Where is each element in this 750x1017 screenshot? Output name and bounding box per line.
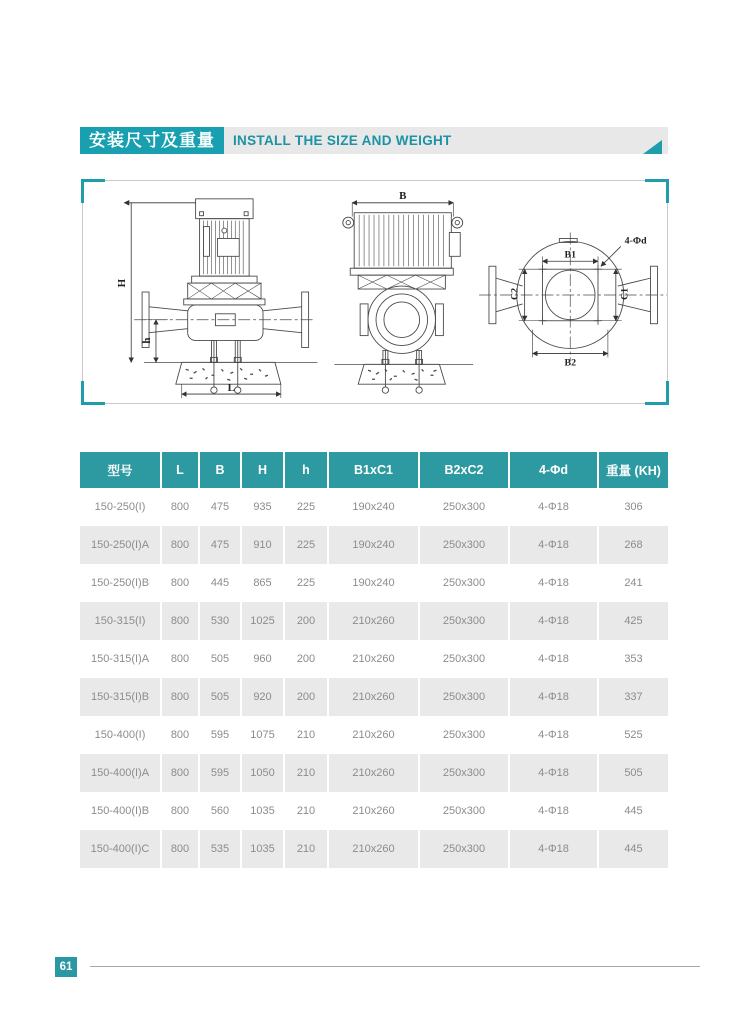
cell-h: 225 [283,526,327,564]
table-row [80,754,668,792]
cell-bolt: 4-Φ18 [508,678,597,716]
cell-model: 150-315(I) [94,615,146,627]
table-row [80,830,668,868]
cell-L: 800 [160,792,198,830]
cell-b2c2: 250x300 [418,792,508,830]
section-title-chinese: 安装尺寸及重量 [80,127,224,154]
cell-model: 150-315(I)A [90,653,150,665]
side-view-drawing [334,203,473,393]
cell-weight: 425 [597,602,668,640]
cell-bolt: 4-Φ18 [508,830,597,868]
cell-b1c1: 210x260 [327,640,418,678]
dim-label-h: h [141,337,154,344]
cell-L: 800 [160,640,198,678]
cell-b2c2: 250x300 [418,830,508,868]
cell-model: 150-400(I)C [90,843,150,855]
cell-weight: 445 [597,792,668,830]
cell-b1c1: 190x240 [327,526,418,564]
cell-model: 150-400(I)A [90,767,150,779]
cell-b2c2: 250x300 [418,564,508,602]
cell-h: 200 [283,678,327,716]
cell-weight: 306 [597,488,668,526]
cell-h: 200 [283,602,327,640]
cell-H: 1050 [240,754,283,792]
dim-label-B: B [399,189,407,202]
section-title-english: INSTALL THE SIZE AND WEIGHT [233,133,452,148]
cell-H: 910 [240,526,283,564]
cell-B: 475 [198,526,240,564]
cell-weight: 337 [597,678,668,716]
cell-b2c2: 250x300 [418,754,508,792]
cell-bolt: 4-Φ18 [508,564,597,602]
cell-H: 1025 [240,602,283,640]
cell-weight: 525 [597,716,668,754]
cell-model: 150-400(I)B [90,805,150,817]
cell-b2c2: 250x300 [418,678,508,716]
cell-B: 505 [198,678,240,716]
cell-B: 595 [198,716,240,754]
cell-b2c2: 250x300 [418,716,508,754]
section-title-strip [224,127,668,154]
cell-b1c1: 210x260 [327,830,418,868]
cell-bolt: 4-Φ18 [508,754,597,792]
triangle-accent-icon [643,140,662,154]
col-header-h: h [283,452,327,488]
cell-b2c2: 250x300 [418,640,508,678]
cell-weight: 445 [597,830,668,868]
cell-H: 1075 [240,716,283,754]
dim-label-C1: C1 [619,287,631,301]
cell-model: 150-250(I) [94,501,146,513]
cell-b1c1: 210x260 [327,754,418,792]
cell-H: 960 [240,640,283,678]
cell-L: 800 [160,602,198,640]
table-header-row [80,452,668,488]
page-number-badge: 61 [55,957,77,977]
cell-b2c2: 250x300 [418,602,508,640]
cell-B: 560 [198,792,240,830]
col-header-bolt: 4-Φd [508,452,597,488]
table-row [80,792,668,830]
cell-b1c1: 210x260 [327,792,418,830]
cell-H: 920 [240,678,283,716]
cell-model: 150-250(I)A [90,539,150,551]
dim-label-B2: B2 [564,357,577,369]
cell-model: 150-250(I)B [90,577,150,589]
dim-label-C2: C2 [509,287,521,301]
cell-L: 800 [160,716,198,754]
table-row [80,526,668,564]
cell-bolt: 4-Φ18 [508,640,597,678]
cell-model: 150-315(I)B [90,691,150,703]
col-header-L: L [160,452,198,488]
cell-b1c1: 210x260 [327,678,418,716]
cell-h: 210 [283,754,327,792]
cell-H: 1035 [240,830,283,868]
cell-bolt: 4-Φ18 [508,488,597,526]
cell-B: 530 [198,602,240,640]
cell-L: 800 [160,754,198,792]
pump-drawing-frame [82,180,668,404]
cell-b1c1: 190x240 [327,564,418,602]
table-row [80,488,668,526]
cell-B: 505 [198,640,240,678]
cell-h: 210 [283,830,327,868]
col-header-b1c1: B1xC1 [327,452,418,488]
table-row [80,716,668,754]
cell-L: 800 [160,526,198,564]
cell-bolt: 4-Φ18 [508,526,597,564]
cell-h: 200 [283,640,327,678]
col-header-model: 型号 [107,464,133,478]
cell-H: 865 [240,564,283,602]
cell-bolt: 4-Φ18 [508,716,597,754]
cell-h: 225 [283,564,327,602]
cell-weight: 505 [597,754,668,792]
col-header-H: H [240,452,283,488]
cell-H: 1035 [240,792,283,830]
cell-H: 935 [240,488,283,526]
table-row [80,678,668,716]
table-row [80,564,668,602]
cell-L: 800 [160,678,198,716]
bolt-hole-label: 4-Φd [624,235,647,247]
table-body [80,488,668,868]
cell-b1c1: 190x240 [327,488,418,526]
cell-b1c1: 210x260 [327,602,418,640]
cell-h: 225 [283,488,327,526]
dim-label-B1: B1 [564,249,577,261]
cell-b2c2: 250x300 [418,488,508,526]
table-row [80,640,668,678]
cell-h: 210 [283,792,327,830]
cell-L: 800 [160,564,198,602]
cell-bolt: 4-Φ18 [508,792,597,830]
footer-rule [90,966,700,967]
section-title-bar [80,127,668,154]
cell-L: 800 [160,830,198,868]
col-header-B: B [198,452,240,488]
cell-bolt: 4-Φ18 [508,602,597,640]
table-row [80,602,668,640]
cell-L: 800 [160,488,198,526]
pump-technical-drawing [83,181,667,403]
dimension-weight-table [80,452,668,868]
cell-B: 445 [198,564,240,602]
front-view-drawing [124,199,317,398]
col-header-b2c2: B2xC2 [418,452,508,488]
cell-model: 150-400(I) [94,729,146,741]
dim-label-H: H [116,278,129,288]
cell-h: 210 [283,716,327,754]
cell-B: 595 [198,754,240,792]
cell-weight: 353 [597,640,668,678]
cell-b2c2: 250x300 [418,526,508,564]
dim-label-L: L [227,382,235,395]
cell-B: 475 [198,488,240,526]
cell-weight: 241 [597,564,668,602]
cell-weight: 268 [597,526,668,564]
cell-b1c1: 210x260 [327,716,418,754]
cell-B: 535 [198,830,240,868]
col-header-weight: 重量 (KH) [597,452,668,488]
